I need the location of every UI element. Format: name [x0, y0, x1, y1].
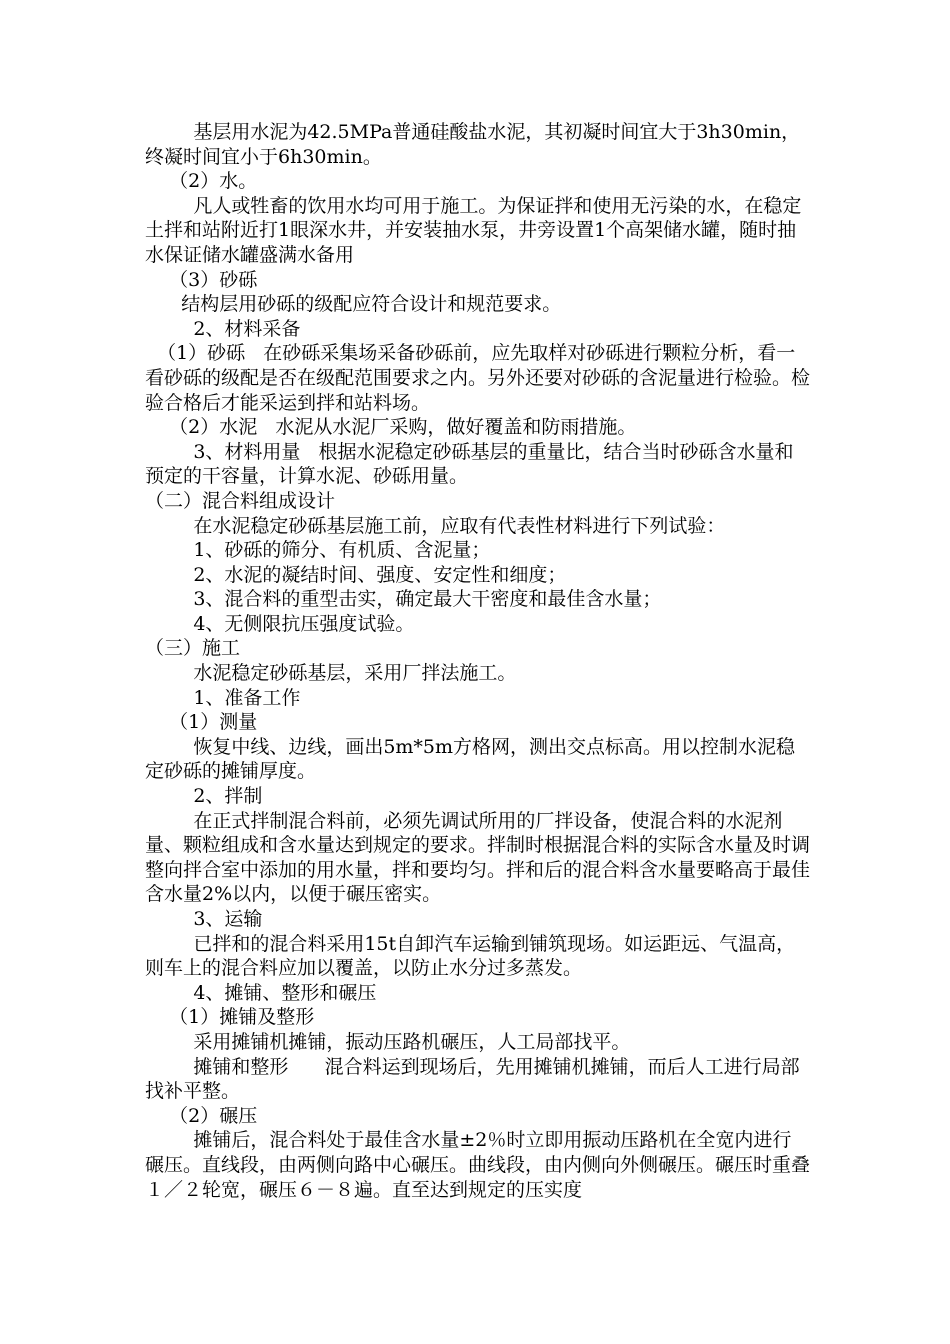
heading-transport: 3、运输	[145, 908, 263, 930]
list-item-test-1: 1、砂砾的筛分、有机质、含泥量；	[145, 539, 491, 562]
heading-paving-shaping: （1）摊铺及整形	[145, 1006, 315, 1029]
heading-water: （2）水。	[145, 170, 258, 193]
heading-mix-design: （二）混合料组成设计	[145, 489, 336, 512]
heading-gravel: （3）砂砾	[145, 268, 258, 291]
paragraph-rolling: 摊铺后，混合料处于最佳含水量±2％时立即用振动压路机在全宽内进行碾压。直线段，由两侧向路中心碾压。曲线段，由内侧向外侧碾压。碾压时重叠１／２轮宽，碾压６－８遍。直至达到规定的压实度	[145, 1129, 811, 1201]
list-item-test-4: 4、无侧限抗压强度试验。	[145, 612, 415, 635]
paragraph-cement-spec: 基层用水泥为42.5MPa普通硅酸盐水泥，其初凝时间宜大于3h30min，终凝时间宜小于6h30min。	[145, 121, 801, 168]
heading-survey: （1）测量	[145, 711, 258, 734]
paragraph-gravel: 结构层用砂砾的级配应符合设计和规范要求。	[145, 293, 562, 316]
paragraph-construction-method: 水泥稳定砂砾基层，采用厂拌法施工。	[145, 662, 517, 685]
document-body	[145, 120, 810, 1202]
paragraph-cement-prep: （2）水泥 水泥从水泥厂采购，做好覆盖和防雨措施。	[145, 416, 637, 439]
paragraph-survey: 恢复中线、边线，画出5m*5m方格网，测出交点标高。用以控制水泥稳定砂砾的摊铺厚度。	[145, 735, 796, 783]
paragraph-mixing: 在正式拌制混合料前，必须先调试所用的厂拌设备，使混合料的水泥剂量、颗粒组成和含水量达到规定的要求。拌制时根据混合料的实际含水量及时调整向拌合室中添加的用水量，拌和要均匀。拌和后的混合料含水量要略高于最佳含水量2%以内，以便于碾压密实。	[145, 809, 811, 906]
heading-material-prep: 2、材料采备	[145, 317, 301, 340]
heading-mixing: 2、拌制	[145, 785, 263, 808]
list-item-test-2: 2、水泥的凝结时间、强度、安定性和细度；	[145, 563, 567, 586]
paragraph-material-quantity: 3、材料用量 根据水泥稳定砂砾基层的重量比，结合当时砂砾含水量和预定的干容量，计算水泥、砂砾用量。	[145, 440, 794, 488]
paragraph-water: 凡人或牲畜的饮用水均可用于施工。为保证拌和使用无污染的水，在稳定土拌和站附近打1眼深水井，并安装抽水泵，井旁设置1个高架储水罐，随时抽水保证储水罐盛满水备用	[145, 194, 802, 266]
paragraph-tests-intro: 在水泥稳定砂砾基层施工前，应取有代表性材料进行下列试验：	[145, 514, 726, 537]
heading-paving-rolling: 4、摊铺、整形和碾压	[145, 981, 377, 1004]
paragraph-gravel-prep: （1）砂砾 在砂砾采集场采备砂砾前，应先取样对砂砾进行颗粒分析，看一看砂砾的级配是否在级配范围要求之内。另外还要对砂砾的含泥量进行检验。检验合格后才能采运到拌和站料场。	[145, 342, 811, 414]
list-item-test-3: 3、混合料的重型击实，确定最大干密度和最佳含水量；	[145, 588, 662, 611]
heading-construction: （三）施工	[145, 637, 241, 660]
heading-preparation: 1、准备工作	[145, 686, 301, 709]
paragraph-paving-shaping: 摊铺和整形 混合料运到现场后，先用摊铺机摊铺，而后人工进行局部找补平整。	[145, 1055, 800, 1103]
paragraph-transport: 已拌和的混合料采用15t自卸汽车运输到铺筑现场。如运距远、气温高，则车上的混合料应加以覆盖，以防止水分过多蒸发。	[145, 932, 796, 980]
paragraph-paving-method: 采用摊铺机摊铺，振动压路机碾压，人工局部找平。	[145, 1030, 631, 1053]
heading-rolling: （2）碾压	[145, 1104, 258, 1127]
